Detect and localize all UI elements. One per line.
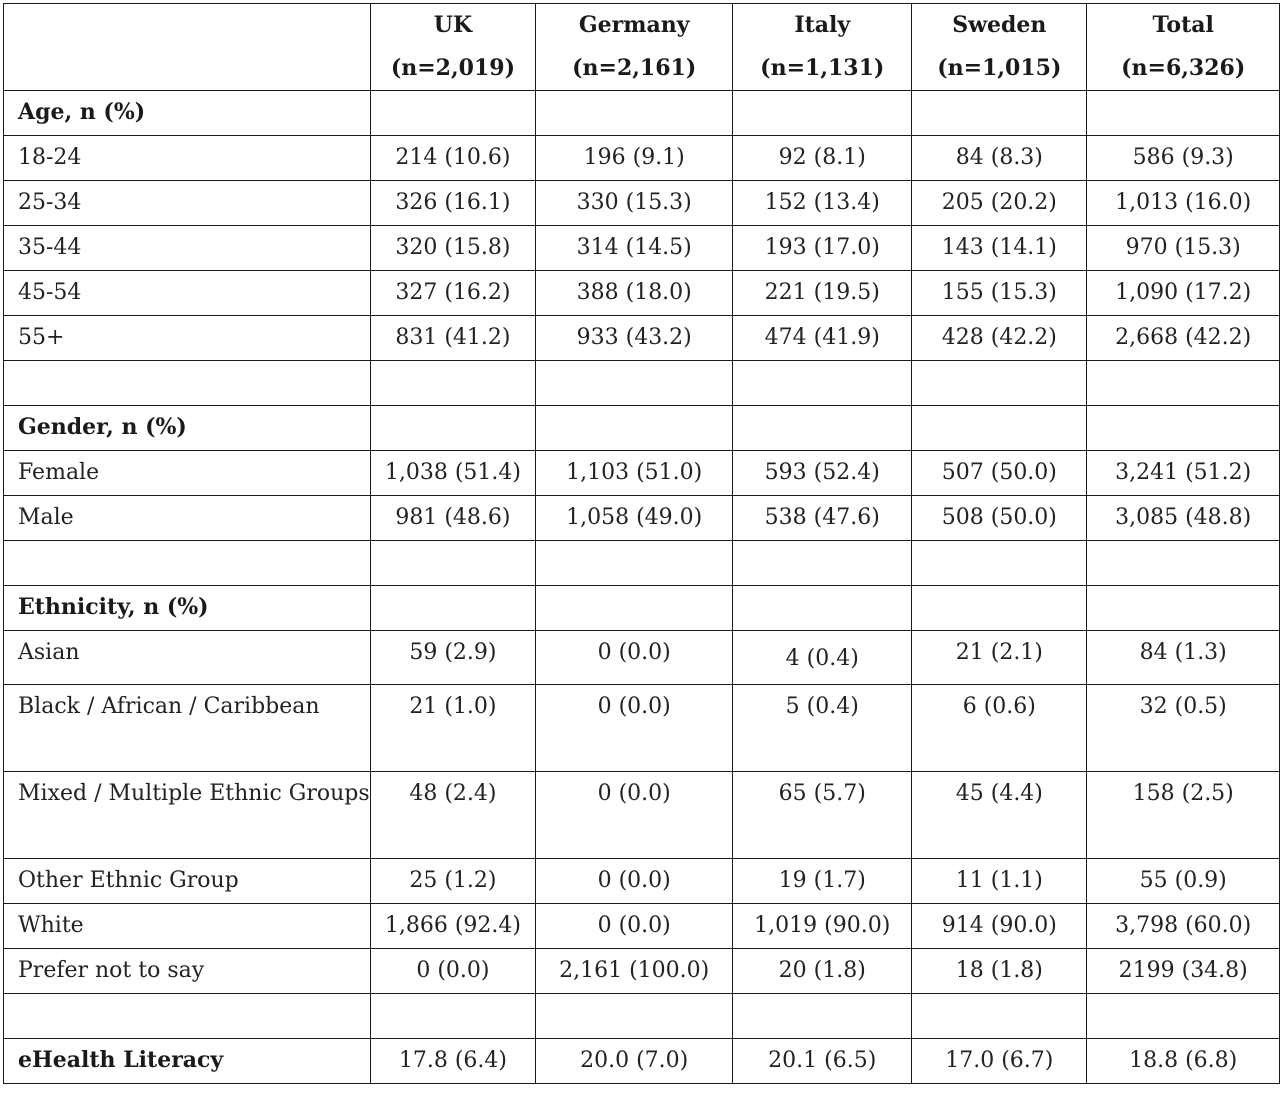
- cell-uk: 831 (41.2): [370, 316, 535, 361]
- cell-total: 3,798 (60.0): [1087, 904, 1280, 949]
- cell-uk: 48 (2.4): [370, 772, 535, 859]
- row-label: Black / African / Caribbean: [4, 685, 371, 772]
- cell-uk: 21 (1.0): [370, 685, 535, 772]
- cell-italy: 5 (0.4): [733, 685, 912, 772]
- section-row-gender: [4, 406, 1280, 451]
- cell-italy: 538 (47.6): [733, 496, 912, 541]
- table-row: [4, 226, 1280, 271]
- cell-total: 2199 (34.8): [1087, 949, 1280, 994]
- cell-italy: 193 (17.0): [733, 226, 912, 271]
- cell-sweden: 205 (20.2): [912, 181, 1087, 226]
- table-row: [4, 772, 1280, 859]
- cell-germany: 196 (9.1): [536, 136, 733, 181]
- cell-germany: 0 (0.0): [536, 859, 733, 904]
- cell-uk: 320 (15.8): [370, 226, 535, 271]
- cell-italy: 92 (8.1): [733, 136, 912, 181]
- spacer-row: [4, 994, 1280, 1039]
- cell-total: 586 (9.3): [1087, 136, 1280, 181]
- header-sweden: Sweden (n=1,015): [912, 4, 1087, 91]
- cell-italy: 19 (1.7): [733, 859, 912, 904]
- table-row: [4, 904, 1280, 949]
- cell-italy: 4 (0.4): [733, 631, 912, 685]
- cell-sweden: 155 (15.3): [912, 271, 1087, 316]
- table-row: [4, 181, 1280, 226]
- cell-sweden: 18 (1.8): [912, 949, 1087, 994]
- cell-germany: 388 (18.0): [536, 271, 733, 316]
- cell-germany: 20.0 (7.0): [536, 1039, 733, 1084]
- cell-italy: 1,019 (90.0): [733, 904, 912, 949]
- row-label: Mixed / Multiple Ethnic Groups: [4, 772, 371, 859]
- table-row: [4, 316, 1280, 361]
- cell-sweden: 507 (50.0): [912, 451, 1087, 496]
- cell-germany: 1,103 (51.0): [536, 451, 733, 496]
- header-germany: Germany (n=2,161): [536, 4, 733, 91]
- row-label: Prefer not to say: [4, 949, 371, 994]
- header-row: [4, 4, 1280, 91]
- section-row-ethnicity: [4, 586, 1280, 631]
- header-total: Total (n=6,326): [1087, 4, 1280, 91]
- spacer-row: [4, 361, 1280, 406]
- cell-sweden: 508 (50.0): [912, 496, 1087, 541]
- cell-italy: 152 (13.4): [733, 181, 912, 226]
- cell-total: 970 (15.3): [1087, 226, 1280, 271]
- cell-sweden: 11 (1.1): [912, 859, 1087, 904]
- cell-uk: 25 (1.2): [370, 859, 535, 904]
- cell-sweden: 17.0 (6.7): [912, 1039, 1087, 1084]
- cell-germany: 2,161 (100.0): [536, 949, 733, 994]
- cell-total: 18.8 (6.8): [1087, 1039, 1280, 1084]
- cell-germany: 314 (14.5): [536, 226, 733, 271]
- cell-sweden: 914 (90.0): [912, 904, 1087, 949]
- table-row: [4, 949, 1280, 994]
- demographics-table: [3, 3, 1280, 1084]
- cell-uk: 326 (16.1): [370, 181, 535, 226]
- table-row: [4, 271, 1280, 316]
- cell-total: 3,085 (48.8): [1087, 496, 1280, 541]
- cell-sweden: 428 (42.2): [912, 316, 1087, 361]
- section-heading-gender: Gender, n (%): [4, 406, 371, 451]
- cell-italy: 474 (41.9): [733, 316, 912, 361]
- cell-total: 55 (0.9): [1087, 859, 1280, 904]
- cell-germany: 330 (15.3): [536, 181, 733, 226]
- table-row-ehealth: [4, 1039, 1280, 1084]
- row-label: Female: [4, 451, 371, 496]
- section-row-age: [4, 91, 1280, 136]
- cell-germany: 1,058 (49.0): [536, 496, 733, 541]
- cell-uk: 981 (48.6): [370, 496, 535, 541]
- cell-sweden: 6 (0.6): [912, 685, 1087, 772]
- cell-uk: 214 (10.6): [370, 136, 535, 181]
- row-label: 55+: [4, 316, 371, 361]
- table-row: [4, 451, 1280, 496]
- row-label: 35-44: [4, 226, 371, 271]
- row-label: 45-54: [4, 271, 371, 316]
- cell-sweden: 45 (4.4): [912, 772, 1087, 859]
- row-label: Other Ethnic Group: [4, 859, 371, 904]
- cell-sweden: 143 (14.1): [912, 226, 1087, 271]
- cell-uk: 59 (2.9): [370, 631, 535, 685]
- cell-italy: 221 (19.5): [733, 271, 912, 316]
- section-heading-ethnicity: Ethnicity, n (%): [4, 586, 371, 631]
- cell-total: 3,241 (51.2): [1087, 451, 1280, 496]
- cell-total: 2,668 (42.2): [1087, 316, 1280, 361]
- cell-sweden: 21 (2.1): [912, 631, 1087, 685]
- row-label: 25-34: [4, 181, 371, 226]
- cell-uk: 0 (0.0): [370, 949, 535, 994]
- cell-total: 32 (0.5): [1087, 685, 1280, 772]
- table-row: [4, 136, 1280, 181]
- table-row: [4, 631, 1280, 685]
- section-heading-age: Age, n (%): [4, 91, 371, 136]
- row-label: Male: [4, 496, 371, 541]
- cell-uk: 1,866 (92.4): [370, 904, 535, 949]
- cell-germany: 0 (0.0): [536, 904, 733, 949]
- table-row: [4, 496, 1280, 541]
- header-blank: [4, 4, 371, 91]
- cell-total: 158 (2.5): [1087, 772, 1280, 859]
- table-row: [4, 859, 1280, 904]
- cell-italy: 593 (52.4): [733, 451, 912, 496]
- row-label: 18-24: [4, 136, 371, 181]
- cell-italy: 65 (5.7): [733, 772, 912, 859]
- row-label-ehealth: eHealth Literacy: [4, 1039, 371, 1084]
- row-label: Asian: [4, 631, 371, 685]
- cell-germany: 0 (0.0): [536, 772, 733, 859]
- table-row: [4, 685, 1280, 772]
- spacer-row: [4, 541, 1280, 586]
- cell-total: 1,013 (16.0): [1087, 181, 1280, 226]
- cell-sweden: 84 (8.3): [912, 136, 1087, 181]
- header-italy: Italy (n=1,131): [733, 4, 912, 91]
- cell-total: 1,090 (17.2): [1087, 271, 1280, 316]
- cell-germany: 0 (0.0): [536, 631, 733, 685]
- cell-uk: 1,038 (51.4): [370, 451, 535, 496]
- cell-germany: 933 (43.2): [536, 316, 733, 361]
- cell-uk: 17.8 (6.4): [370, 1039, 535, 1084]
- header-uk: UK (n=2,019): [370, 4, 535, 91]
- cell-germany: 0 (0.0): [536, 685, 733, 772]
- cell-italy: 20 (1.8): [733, 949, 912, 994]
- cell-total: 84 (1.3): [1087, 631, 1280, 685]
- cell-uk: 327 (16.2): [370, 271, 535, 316]
- row-label: White: [4, 904, 371, 949]
- cell-italy: 20.1 (6.5): [733, 1039, 912, 1084]
